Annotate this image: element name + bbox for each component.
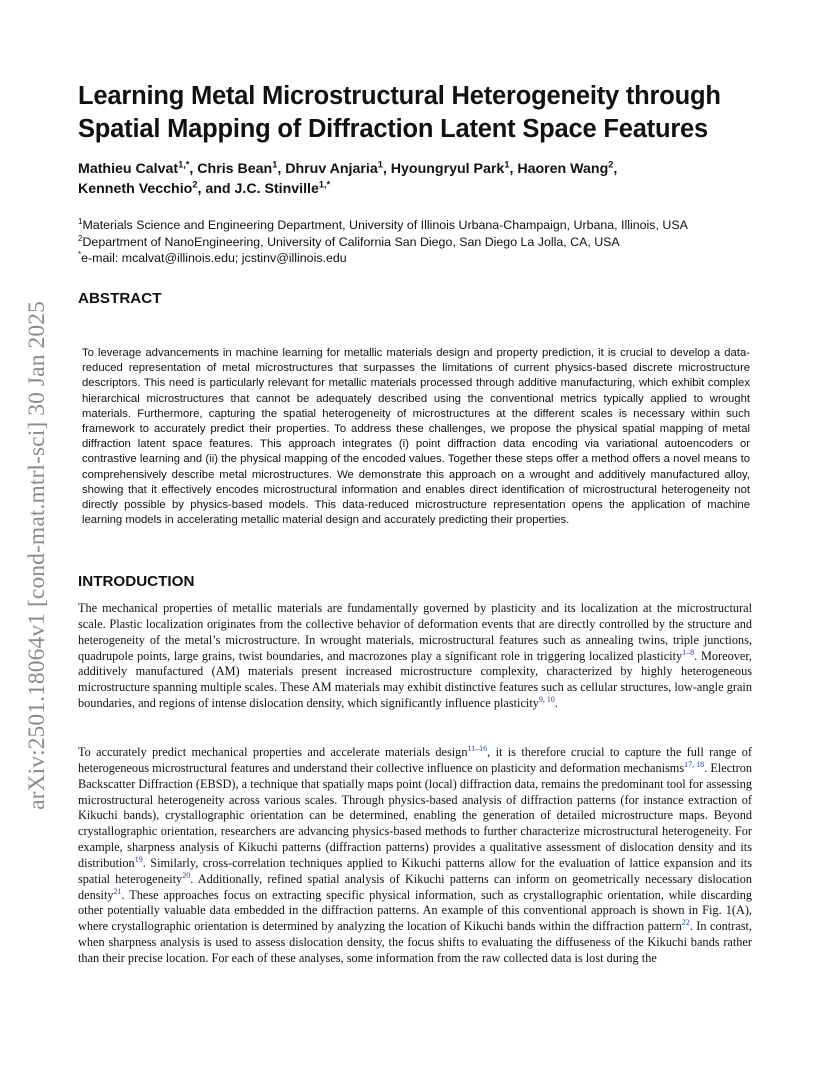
arxiv-identifier-sidebar xyxy=(22,245,52,865)
affiliation xyxy=(78,217,750,234)
affiliation-mark: 1 xyxy=(78,216,83,226)
intro-paragraph xyxy=(78,601,752,712)
affiliation xyxy=(78,234,750,251)
author-name: Haoren Wang xyxy=(517,161,609,177)
paper-title xyxy=(78,80,750,146)
citation-ref[interactable]: 21 xyxy=(113,886,122,896)
affiliation-mark: 2 xyxy=(78,233,83,243)
paragraph-text-run: . In contrast, when sharpness analysis is used to assess dislocation density, the focus shifts to evaluating the diffuseness of the Kikuchi bands rather than their precise location. For each of these analyses, some information from the raw collected data is lost during the xyxy=(78,919,752,965)
author-affiliation-mark: 2 xyxy=(192,179,198,190)
citation-ref[interactable]: 22 xyxy=(681,918,690,928)
citation-ref[interactable]: 1–8 xyxy=(682,647,695,657)
paragraph-text-run: . These approaches focus on extracting specific physical information, such as crystallographic orientation, while discarding other potentially valuable data embedded in the diffraction patterns. An example of this conventional approach is shown in Fig. 1(A), where crystallographic orientation is determined by analyzing the location of Kikuchi bands within the diffraction pattern xyxy=(78,887,752,934)
citation-ref[interactable]: 20 xyxy=(182,870,191,880)
citation-ref[interactable]: 19 xyxy=(134,854,143,864)
paragraph-text-run: . Similarly, cross-correlation techniques applied to Kikuchi patterns allow for the evaluation of lattice expansion and its spatial heterogeneity xyxy=(78,855,752,886)
author-affiliation-mark: 1 xyxy=(272,159,278,170)
title-block xyxy=(78,80,750,267)
author-name: Dhruv Anjaria xyxy=(285,161,378,177)
paragraph-text-run: , it is therefore crucial to capture the full range of heterogeneous microstructural features and understand their collective influence on plasticity and deformation mechanisms xyxy=(78,745,752,775)
author-affiliation-mark: 2 xyxy=(608,159,614,170)
author-name: Hyoungryul Park xyxy=(390,161,505,177)
affiliation-text: e-mail: mcalvat@illinois.edu; jcstinv@illinois.edu xyxy=(81,251,347,265)
affiliation-list xyxy=(78,217,750,267)
author-separator: , and xyxy=(197,181,235,197)
citation-ref[interactable]: 11–16 xyxy=(467,743,488,753)
author-affiliation-mark: 1 xyxy=(504,159,510,170)
affiliation xyxy=(78,250,750,267)
paragraph-text-run: To accurately predict mechanical properties and accelerate materials design xyxy=(78,745,468,759)
author-affiliation-mark: 1 xyxy=(377,159,383,170)
author-separator: , xyxy=(277,161,286,177)
affiliation-text: Department of NanoEngineering, University of California San Diego, San Diego La Jolla, CA, USA xyxy=(82,234,620,249)
paragraph-text-run: . xyxy=(554,696,558,711)
author-name: J.C. Stinville xyxy=(234,181,319,197)
abstract-text: To leverage advancements in machine learning for metallic materials design and property prediction, it is crucial to develop a data-reduced representation of metal microstructures that surpasses the limitations of current physics-based discrete microstructure descriptors. This need is particularly relevant for metallic materials processed through additive manufacturing, which exhibit complex hierarchical microstructures that cannot be adequately described using the conventional metrics typically applied to wrought materials. Furthermore, capturing the spatial heterogeneity of microstructures at the different scales is necessary within such framework to accurately predict their properties. To address these challenges, we propose the physical spatial mapping of metal diffraction latent space features. This approach integrates (i) point diffraction data encoding via variational autoencoders or contrastive learning and (ii) the physical mapping of the encoded values. Together these steps offer a method offers a novel means to comprehensively describe metal microstructures. We demonstrate this approach on a wrought and additively manufactured alloy, showing that it effectively encodes microstructural information and enables direct identification of microstructural heterogeneity not directly possible by physics-based models. This data-reduced microstructure representation opens the application of machine learning models in accelerating metallic material design and accurately predicting their properties. xyxy=(82,347,750,527)
introduction-heading: INTRODUCTION xyxy=(78,573,195,590)
author-affiliation-mark: 1,* xyxy=(178,159,190,170)
paragraph-text-run: The mechanical properties of metallic materials are fundamentally governed by plasticity and its localization at the microstructural scale. Plastic localization originates from the collective behavior of deformation events that are directly controlled by the structure and heterogeneity of the metal’s microstructure. In wrought materials, microstructural features such as annealing twins, triple junctions, quadrupole points, large grains, twist boundaries, and macrozones play a significant role in triggering localized plasticity xyxy=(78,601,752,663)
author-separator: , xyxy=(189,161,198,177)
affiliation-text: Materials Science and Engineering Department, University of Illinois Urbana-Champaign, Urbana, Illinois, USA xyxy=(82,218,688,232)
author-name: Mathieu Calvat xyxy=(78,161,179,177)
author-separator: , xyxy=(382,161,391,177)
author-name: Chris Bean xyxy=(197,161,273,177)
title-line-1: Learning Metal Microstructural Heterogeneity through xyxy=(78,82,721,110)
author-list xyxy=(78,159,750,199)
intro-paragraph xyxy=(78,745,752,967)
paragraph-text-run: . Electron Backscatter Diffraction (EBSD), a technique that spatially maps point (local) diffraction data, remains the predominant tool for assessing microstructural heterogeneity across various scales. Through physics-based analysis of diffraction patterns (for instance extraction of Kikuchi bands), crystallographic orientation can be determined, enabling the generation of detailed microstructure maps. Beyond crystallographic orientation, researchers are advancing physics-based methods to further characterize microstructural heterogeneity. For example, sharpness analysis of Kikuchi patterns (diffraction patterns) provides a qualitative assessment of dislocation density and its distribution xyxy=(78,760,752,870)
author-separator: , xyxy=(613,161,618,177)
author-affiliation-mark: 1,* xyxy=(318,179,331,190)
paragraph-text-run: . Additionally, refined spatial analysis of Kikuchi patterns can inform on geometrically necessary dislocation density xyxy=(78,871,753,902)
abstract-heading: ABSTRACT xyxy=(78,290,162,307)
arxiv-identifier: arXiv:2501.18064v1 [cond-mat.mtrl-sci] 30 Jan 2025 xyxy=(23,300,50,810)
author-name: Kenneth Vecchio xyxy=(78,181,193,197)
citation-ref[interactable]: 17, 18 xyxy=(684,759,705,769)
paragraph-text-run: . Moreover, additively manufactured (AM) materials present increased microstructure complexity, characterized by highly heterogeneous microstructure spanning multiple scales. These AM materials may exhibit distinctive features such as cellular structures, low-angle grain boundaries, and regions of intense dislocation density, which significantly influence plasticity xyxy=(78,648,753,711)
citation-ref[interactable]: 9, 10 xyxy=(538,694,555,704)
title-line-2: Spatial Mapping of Diffraction Latent Space Features xyxy=(78,115,709,143)
author-separator: , xyxy=(509,161,518,177)
affiliation-mark: * xyxy=(78,249,82,259)
